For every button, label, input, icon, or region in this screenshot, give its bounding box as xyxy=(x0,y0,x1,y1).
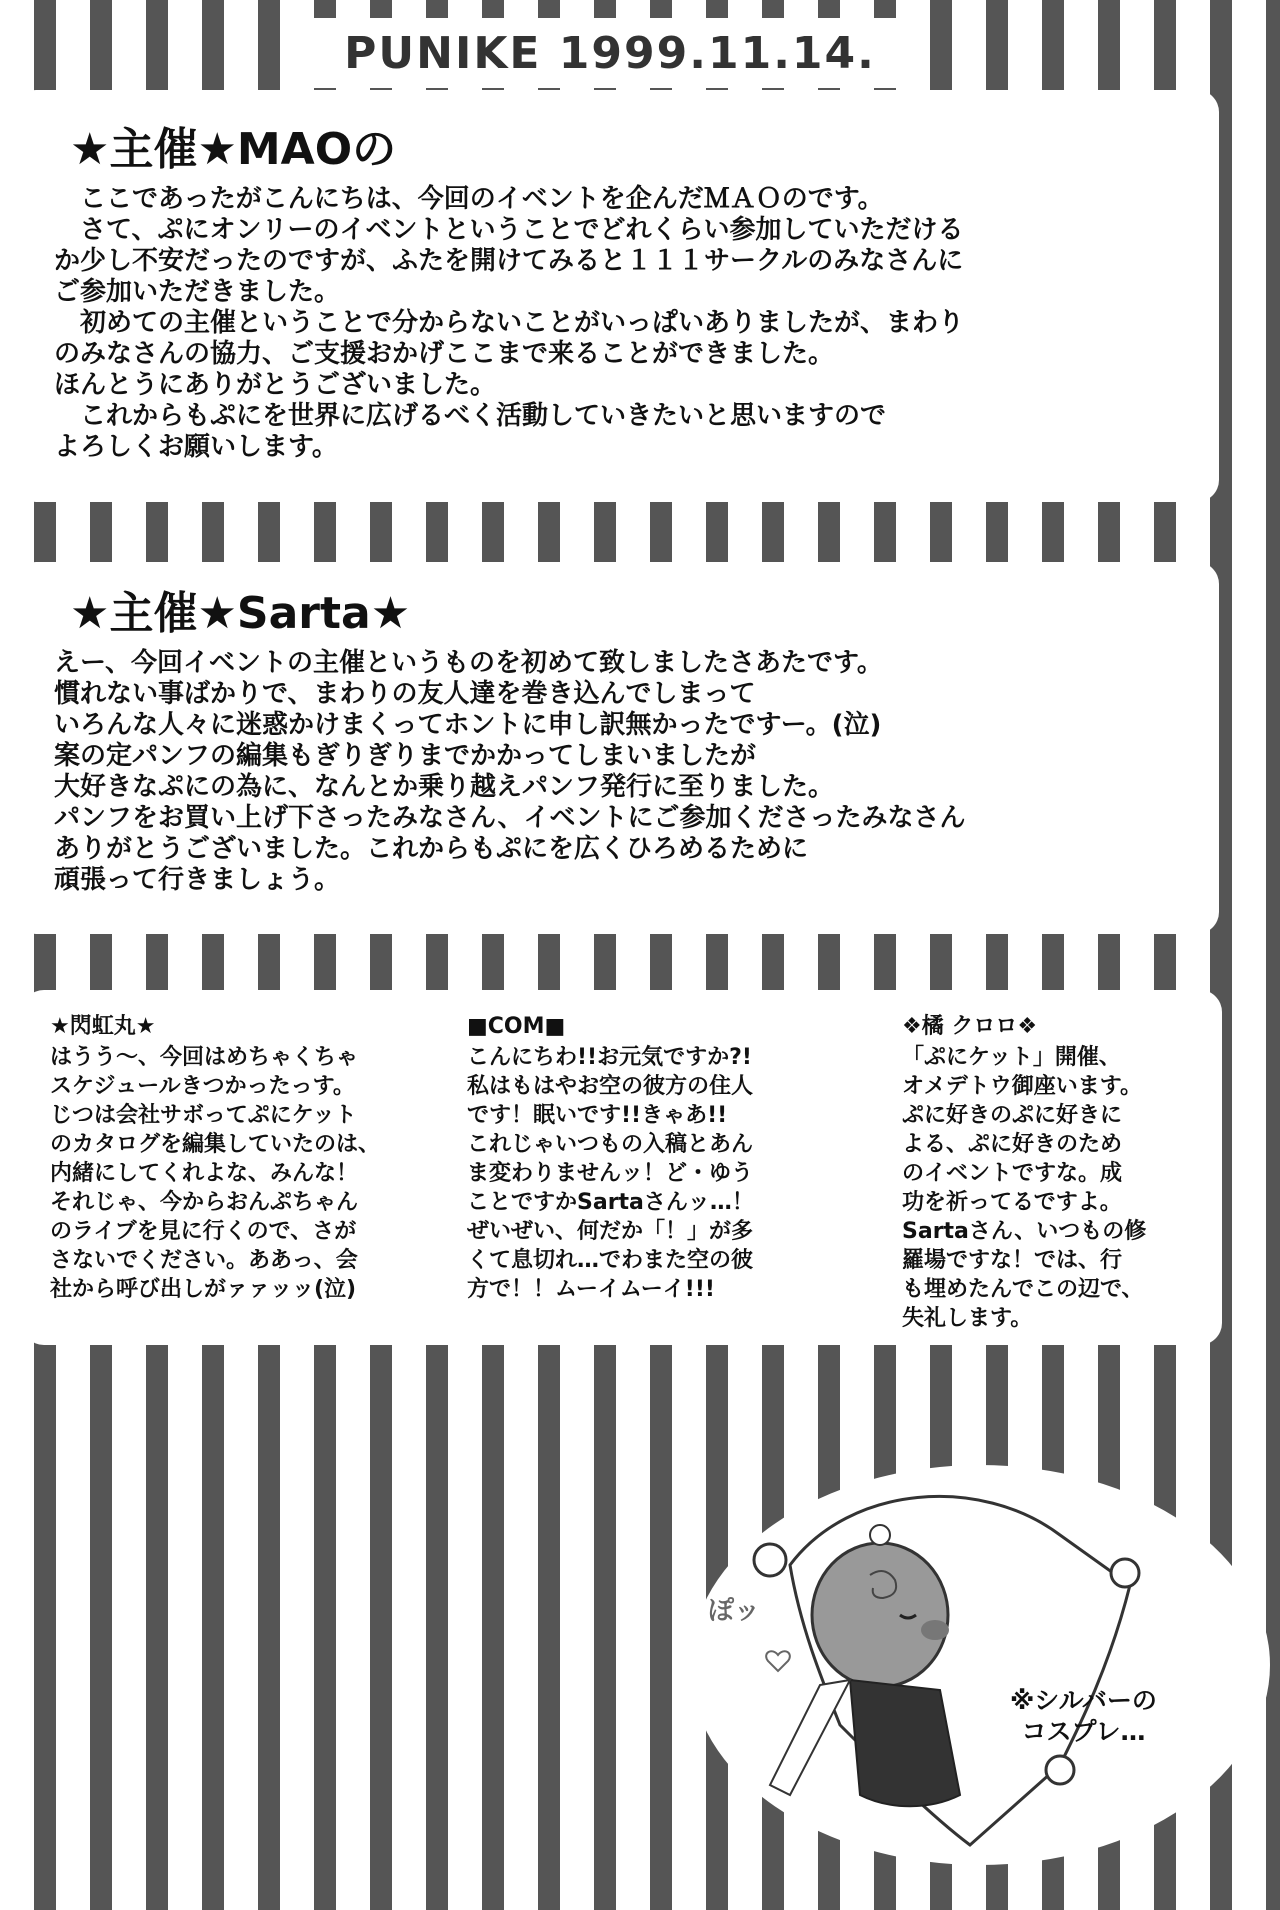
senkoumaru-comment xyxy=(50,1012,450,1304)
text-line: パンフをお買い上げ下さったみなさん、イベントにご参加くださったみなさん xyxy=(54,803,966,833)
text-line: 内緒にしてくれよな、みんな！ xyxy=(50,1161,359,1186)
text-line: のイベントですな。成 xyxy=(902,1161,1123,1186)
text-line: それじゃ、今からおんぷちゃん xyxy=(50,1190,359,1215)
text-line: 私はもはやお空の彼方の住人 xyxy=(467,1074,754,1099)
text-line: スケジュールきつかったっす。 xyxy=(50,1074,355,1099)
text-line: ことですかSartaさんッ…！ xyxy=(467,1190,754,1215)
text-line: のカタログを編集していたのは、 xyxy=(50,1132,381,1157)
text-line: こんにちわ!!お元気ですか?! xyxy=(467,1045,752,1070)
mao-message-body xyxy=(54,184,1189,463)
text-line: 初めての主催ということで分からないことがいっぱいありましたが、まわり xyxy=(54,308,965,338)
mascot-cosplay-illustration xyxy=(730,1465,1150,1865)
tachibana-kuroro-title: ❖橘 クロロ❖ xyxy=(902,1014,1038,1039)
text-line: 功を祈ってるですよ。 xyxy=(902,1190,1122,1215)
text-line: コスプレ… xyxy=(1021,1717,1146,1746)
text-line: ご参加いただきました。 xyxy=(54,277,341,307)
page-title: PUNIKE 1999.11.14. xyxy=(344,27,876,79)
pompom-bottom xyxy=(1046,1756,1074,1784)
senkoumaru-title: ★閃虹丸★ xyxy=(50,1014,156,1039)
com-title: ■COM■ xyxy=(467,1014,566,1039)
text-line: ぷに好きのぷに好きに xyxy=(902,1103,1123,1128)
cosplay-note xyxy=(1010,1685,1157,1747)
text-line: Sartaさん、いつもの修 xyxy=(902,1219,1147,1244)
sfx-text: ぽッ xyxy=(708,1596,761,1626)
text-line: ほんとうにありがとうございました。 xyxy=(54,370,497,400)
text-line: 社から呼び出しがァァッッ(泣) xyxy=(50,1277,357,1302)
head-gem xyxy=(870,1525,890,1545)
text-line: 慣れない事ばかりで、まわりの友人達を巻き込んでしまって xyxy=(54,679,756,709)
text-line: のみなさんの協力、ご支援おかげここまで来ることができました。 xyxy=(54,339,835,369)
text-line: さて、ぷにオンリーのイベントということでどれくらい参加していただける xyxy=(54,215,964,245)
mao-section-title: ★主催★MAOの xyxy=(70,124,397,175)
text-line: も埋めたんでこの辺で、 xyxy=(902,1277,1144,1302)
text-line: 羅場ですな！では、行 xyxy=(902,1248,1123,1273)
text-line: 方で！！ムーイムーイ!!! xyxy=(467,1277,715,1302)
text-line: 失礼します。 xyxy=(902,1306,1033,1331)
sarta-message-panel xyxy=(14,562,1219,934)
heart-icon xyxy=(766,1651,790,1671)
text-line: ※シルバーの xyxy=(1010,1686,1157,1715)
mascot-head xyxy=(812,1543,948,1687)
text-line: ぜいぜい、何だか「！」が多 xyxy=(467,1219,754,1244)
text-line: 大好きなぷにの為に、なんとか乗り越えパンフ発行に至りました。 xyxy=(54,772,835,802)
text-line: のライブを見に行くので、さが xyxy=(50,1219,357,1244)
page-header xyxy=(300,18,920,88)
text-line: じつは会社サボってぷにケット xyxy=(50,1103,357,1128)
mao-message-panel xyxy=(14,90,1219,502)
tachibana-kuroro-comment xyxy=(902,1012,1202,1333)
sarta-section-title: ★主催★Sarta★ xyxy=(70,588,411,639)
text-line: です！眠いです!!きゃあ!! xyxy=(467,1103,728,1128)
text-line: これからもぷにを世界に広げるべく活動していきたいと思いますので xyxy=(54,401,887,431)
pompom-left xyxy=(754,1544,786,1576)
text-line: くて息切れ…でわまた空の彼 xyxy=(467,1248,754,1273)
text-line: 案の定パンフの編集もぎりぎりまでかかってしまいましたが xyxy=(54,741,757,771)
staff-comments-panel xyxy=(22,990,1222,1345)
blush-left xyxy=(921,1620,949,1640)
text-line: 頑張って行きましょう。 xyxy=(54,865,341,895)
text-line: ま変わりませんッ！ど・ゆう xyxy=(467,1161,754,1186)
text-line: オメデトウ御座います。 xyxy=(902,1074,1143,1099)
text-line: さないでください。ああっ、会 xyxy=(50,1248,358,1273)
cape-inner xyxy=(770,1680,850,1795)
text-line: か少し不安だったのですが、ふたを開けてみると１１１サークルのみなさんに xyxy=(54,246,964,276)
text-line: ありがとうございました。これからもぷにを広くひろめるために xyxy=(54,834,809,864)
text-line: ここであったがこんにちは、今回のイベントを企んだＭＡＯのです。 xyxy=(54,184,884,214)
com-comment xyxy=(467,1012,847,1304)
text-line: よろしくお願いします。 xyxy=(54,432,338,462)
text-line: 「ぷにケット」開催、 xyxy=(902,1045,1121,1070)
sarta-message-body xyxy=(54,648,1189,896)
pompom-right xyxy=(1111,1559,1139,1587)
text-line: よる、ぷに好きのため xyxy=(902,1132,1123,1157)
text-line: これじゃいつもの入稿とあん xyxy=(467,1132,754,1157)
text-line: いろんな人々に迷惑かけまくってホントに申し訳無かったですー。(泣) xyxy=(54,710,882,740)
text-line: えー、今回イベントの主催というものを初めて致しましたさあたです。 xyxy=(54,648,883,678)
text-line: はうう～、今回はめちゃくちゃ xyxy=(50,1045,359,1070)
